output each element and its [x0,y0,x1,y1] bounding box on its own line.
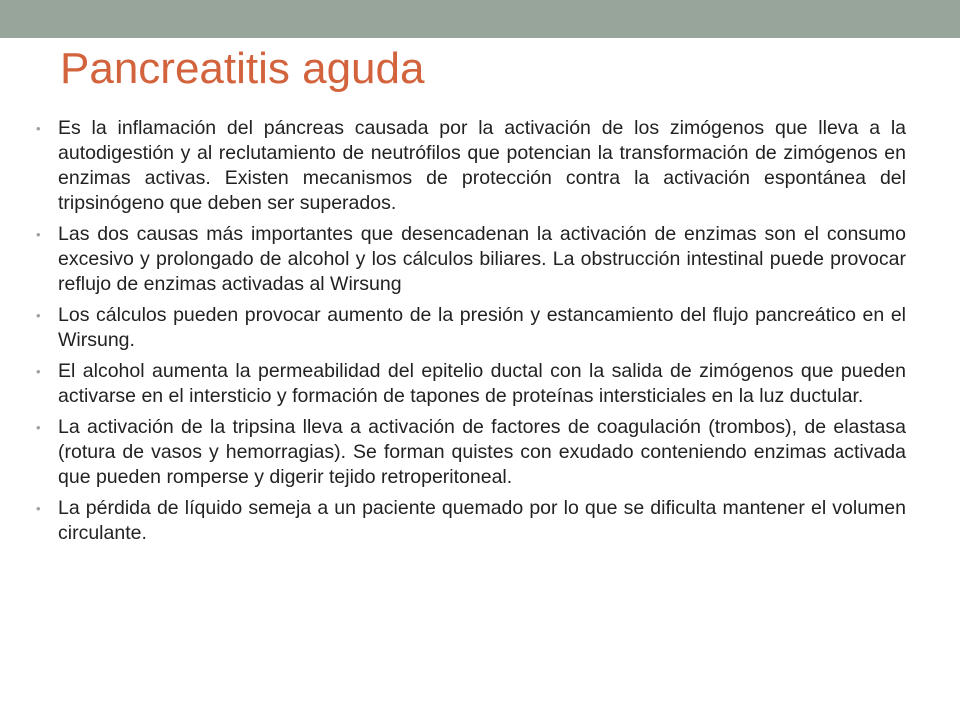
list-item [36,496,906,546]
bullet-text: Es la inflamación del páncreas causada por la activación de los zimógenos que lleva a la autodigestión y al reclutamiento de neutrófilos que potencian la transformación de zimógenos en enzimas activas. Existen mecanismos de protección contra la activación espontánea del tripsinógeno que deben ser superados. [58,117,906,214]
bullet-icon: • [36,227,41,242]
list-item [36,415,906,490]
bullet-text: La pérdida de líquido semeja a un paciente quemado por lo que se dificulta mantener el volumen circulante. [58,497,906,544]
bullet-icon: • [36,501,41,516]
list-item [36,222,906,297]
bullet-icon: • [36,121,41,136]
bullet-text: La activación de la tripsina lleva a activación de factores de coagulación (trombos), de elastasa (rotura de vasos y hemorragias). Se forman quistes con exudado conteniendo enzimas activada que pueden romperse y digerir tejido retroperitoneal. [58,416,906,488]
bullet-text: Las dos causas más importantes que desencadenan la activación de enzimas son el consumo excesivo y prolongado de alcohol y los cálculos biliares. La obstrucción intestinal puede provocar reflujo de enzimas activadas al Wirsung [58,223,906,295]
bullet-icon: • [36,420,41,435]
bullet-text: El alcohol aumenta la permeabilidad del epitelio ductal con la salida de zimógenos que pueden activarse en el intersticio y formación de tapones de proteínas intersticiales en la luz ductular. [58,360,906,407]
bullet-text: Los cálculos pueden provocar aumento de la presión y estancamiento del flujo pancreático en el Wirsung. [58,304,906,351]
top-accent-bar [0,0,960,38]
list-item [36,116,906,216]
list-item [36,359,906,409]
list-item [36,303,906,353]
bullet-icon: • [36,308,41,323]
slide-title: Pancreatitis aguda [60,44,425,93]
bullet-icon: • [36,364,41,379]
bullet-list [36,116,906,552]
